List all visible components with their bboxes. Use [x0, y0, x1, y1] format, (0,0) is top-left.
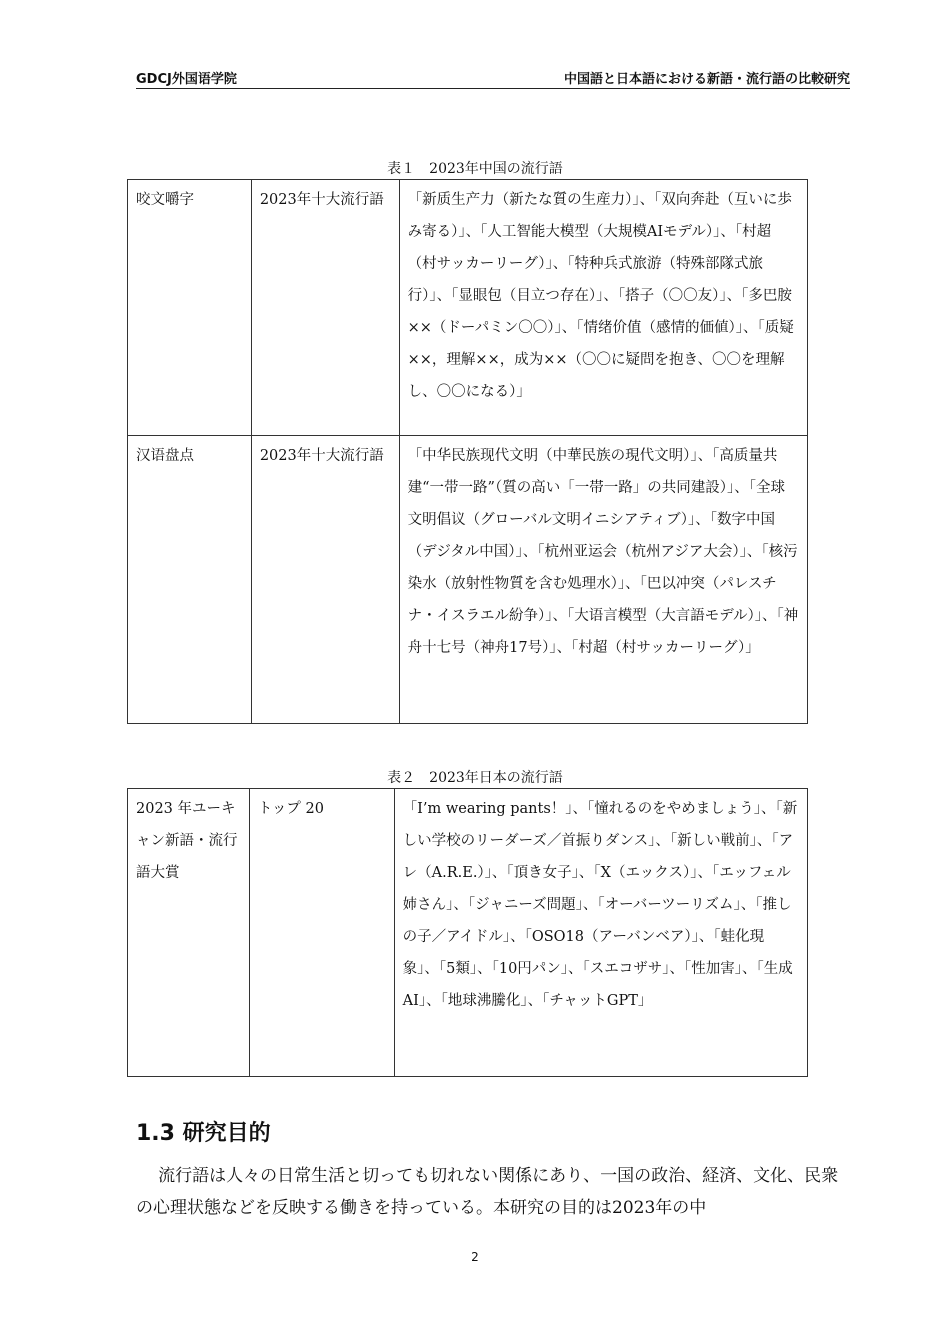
- page-number: 2: [471, 1250, 479, 1264]
- table2: [127, 788, 808, 1077]
- header-institution: GDCJ外国语学院: [136, 72, 237, 87]
- table1-cell-words: 「新质生产力（新たな質の生産力）」、「双向奔赴（互いに歩み寄る）」、「人工智能大模型（大規模AIモデル）」、「村超（村サッカーリーグ）」、「特种兵式旅游（特殊部隊式旅行）」、「显眼包（目立つ存在）」、「搭子（〇〇友）」、「多巴胺××（ドーパミン〇〇）」、「情绪价值（感情的価値）」、「质疑××，理解××，成为××（〇〇に疑問を抱き、〇〇を理解し、〇〇になる）」: [399, 180, 807, 436]
- table2-cell-category: トップ 20: [249, 789, 394, 1077]
- table-row: [128, 436, 808, 724]
- table2-cell-source: 2023 年ユーキャン新語・流行語大賞: [128, 789, 250, 1077]
- table1-caption: 表１ 2023年中国の流行語: [387, 161, 563, 177]
- table1-cell-source: 咬文嚼字: [128, 180, 252, 436]
- table-row: [128, 180, 808, 436]
- table1: [127, 179, 808, 724]
- section-body-paragraph: 流行語は人々の日常生活と切っても切れない関係にあり、一国の政治、経済、文化、民衆の心理状態などを反映する働きを持っている。本研究の目的は2023年の中: [136, 1166, 839, 1218]
- table1-cell-category: 2023年十大流行語: [251, 436, 399, 724]
- table1-cell-source: 汉语盘点: [128, 436, 252, 724]
- table2-cell-words: 「I’m wearing pants！」、「憧れるのをやめましょう」、「新しい学校のリーダーズ／首振りダンス」、「新しい戦前」、「アレ（A.R.E.）」、「頂き女子」、「X（エックス）」、「エッフェル姉さん」、「ジャニーズ問題」、「オーバーツーリズム」、「推しの子／アイドル」、「OSO18（アーバンベア）」、「蛙化現象」、「5類」、「10円パン」、「スエコザサ」、「性加害」、「生成AI」、「地球沸騰化」、「チャットGPT」: [394, 789, 807, 1077]
- page-header: [136, 66, 850, 89]
- table1-cell-words: 「中华民族现代文明（中華民族の現代文明）」、「高质量共建“一带一路”（質の高い「一帯一路」の共同建設）」、「全球文明倡议（グローバル文明イニシアティブ）」、「数字中国（デジタル中国）」、「杭州亚运会（杭州アジア大会）」、「核污染水（放射性物質を含む処理水）」、「巴以冲突（パレスチナ・イスラエル紛争）」、「大语言模型（大言語モデル）」、「神舟十七号（神舟17号）」、「村超（村サッカーリーグ）」: [399, 436, 807, 724]
- table1-cell-category: 2023年十大流行語: [251, 180, 399, 436]
- table-row: [128, 789, 808, 1077]
- section-heading: 1.3 研究目的: [136, 1121, 271, 1146]
- header-paper-title: 中国語と日本語における新語・流行語の比較研究: [563, 72, 850, 87]
- table2-caption: 表２ 2023年日本の流行語: [387, 770, 563, 786]
